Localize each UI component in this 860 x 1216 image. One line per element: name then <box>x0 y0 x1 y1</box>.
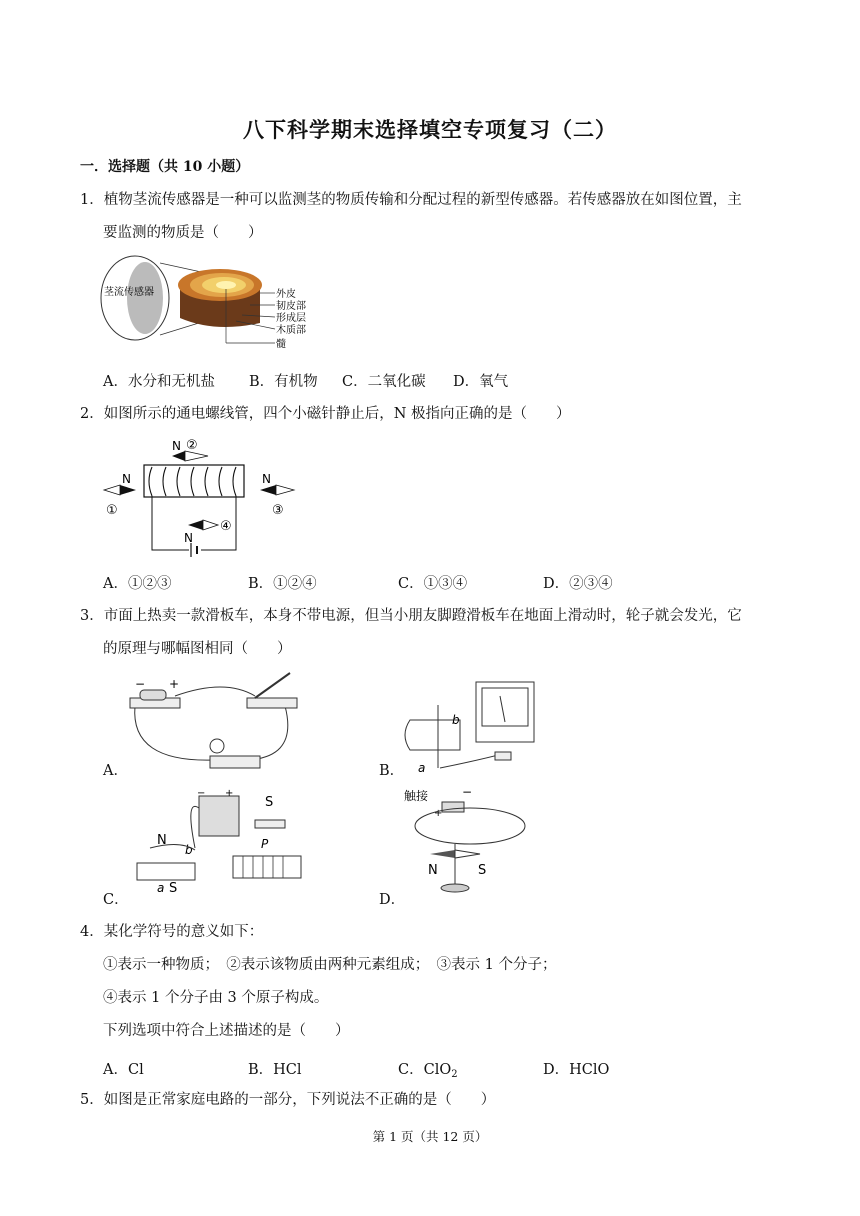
q3-figure-c-motor-circuit <box>125 788 310 893</box>
q4-stem-line4: 下列选项中符合上述描述的是（ ） <box>103 1023 350 1039</box>
q3b-label-b: b <box>452 713 460 727</box>
q3c-minus: − <box>197 788 206 799</box>
q4-stem-line2: ①表示一种物质； ②表示该物质由两种元素组成； ③表示 1 个分子； <box>103 957 557 973</box>
q4-option-b[interactable]: B．HCl <box>248 1062 302 1078</box>
q1-option-b[interactable]: B．有机物 <box>249 374 318 390</box>
q3c-label-s-switch: S <box>265 795 274 810</box>
section-heading: 一．选择题（共 10 小题） <box>80 159 250 175</box>
q3-option-a[interactable]: A． <box>103 763 128 779</box>
q3d-minus: − <box>462 785 473 799</box>
q3-option-b[interactable]: B． <box>379 763 405 779</box>
q2-option-b[interactable]: B．①②④ <box>248 576 317 592</box>
q3a-minus: − <box>135 677 146 691</box>
q3c-label-b: b <box>185 843 193 857</box>
q1-label-outer-bark: 外皮 <box>276 289 296 300</box>
q2-option-a[interactable]: A．①②③ <box>103 576 172 592</box>
q4-option-a[interactable]: A．Cl <box>103 1062 144 1078</box>
q2-needle3-n: N <box>262 472 271 486</box>
page-footer: 第 1 页（共 12 页） <box>372 1129 488 1144</box>
q4-stem-line3: ④表示 1 个分子由 3 个原子构成。 <box>103 990 329 1006</box>
q2-needle4-n: N <box>184 531 193 545</box>
q2-needle3-num: ③ <box>272 503 284 518</box>
q5-stem: 5．如图是正常家庭电路的一部分，下列说法不正确的是（ ） <box>80 1092 496 1108</box>
q3c-label-n: N <box>157 833 167 848</box>
q4-option-d[interactable]: D．HClO <box>543 1062 610 1078</box>
q3-figure-d-oersted <box>400 784 530 899</box>
page-title: 八下科学期末选择填空专项复习（二） <box>243 117 617 142</box>
q3-figure-b-galvanometer <box>400 680 560 775</box>
q3d-label-n: N <box>428 863 438 878</box>
q1-label-sensor: 茎流传感器 <box>104 287 154 298</box>
q3c-label-s-magnet: S <box>169 881 178 893</box>
q1-stem-cross-section-figure <box>100 253 310 353</box>
q4-option-c-subscript: 2 <box>451 1069 458 1080</box>
q3b-label-a: a <box>418 761 426 775</box>
q4-stem-line1: 4．某化学符号的意义如下： <box>80 924 264 940</box>
q1-option-d[interactable]: D．氧气 <box>453 374 509 390</box>
q1-stem-line1: 1．植物茎流传感器是一种可以监测茎的物质传输和分配过程的新型传感器。若传感器放在如图位置，主 <box>80 192 742 208</box>
q1-label-phloem: 韧皮部 <box>276 301 306 312</box>
q3c-label-p: P <box>261 837 269 851</box>
q2-solenoid-figure <box>100 432 305 560</box>
q3-stem-line2: 的原理与哪幅图相同（ ） <box>103 641 292 657</box>
q4-option-c[interactable] <box>398 1058 458 1080</box>
q2-needle2-num: ② <box>186 438 198 453</box>
q2-needle4-num: ④ <box>220 519 232 534</box>
q2-option-d[interactable]: D．②③④ <box>543 576 613 592</box>
q1-label-pith: 髓 <box>276 339 286 350</box>
q2-stem: 2．如图所示的通电螺线管，四个小磁针静止后，N 极指向正确的是（ ） <box>80 406 571 422</box>
q3c-label-a: a <box>157 881 165 893</box>
q3-option-d[interactable]: D． <box>379 892 406 908</box>
q2-needle2-n: N <box>172 439 181 453</box>
q4-option-c-text: C．ClO <box>398 1062 452 1078</box>
q3a-plus: + <box>169 677 180 691</box>
q3c-plus: + <box>225 788 234 799</box>
q3-stem-line1: 3．市面上热卖一款滑板车，本身不带电源，但当小朋友脚蹬滑板车在地面上滑动时，轮子就会发光，它 <box>80 608 742 624</box>
q3-option-c[interactable]: C． <box>103 892 129 908</box>
q2-needle1-n: N <box>122 472 131 486</box>
q1-stem-line2: 要监测的物质是（ ） <box>103 225 263 241</box>
q2-option-c[interactable]: C．①③④ <box>398 576 468 592</box>
q3-figure-a-circuit <box>125 668 315 773</box>
q1-option-c[interactable]: C．二氧化碳 <box>342 374 426 390</box>
q2-needle1-num: ① <box>106 503 118 518</box>
q1-label-xylem: 木质部 <box>276 325 306 336</box>
q3d-plus: + <box>434 808 443 819</box>
q1-label-cambium: 形成层 <box>276 313 306 324</box>
q3d-label-s: S <box>478 863 487 878</box>
q1-option-a[interactable]: A．水分和无机盐 <box>103 374 215 390</box>
q3d-label-touch: 触接 <box>404 789 429 803</box>
